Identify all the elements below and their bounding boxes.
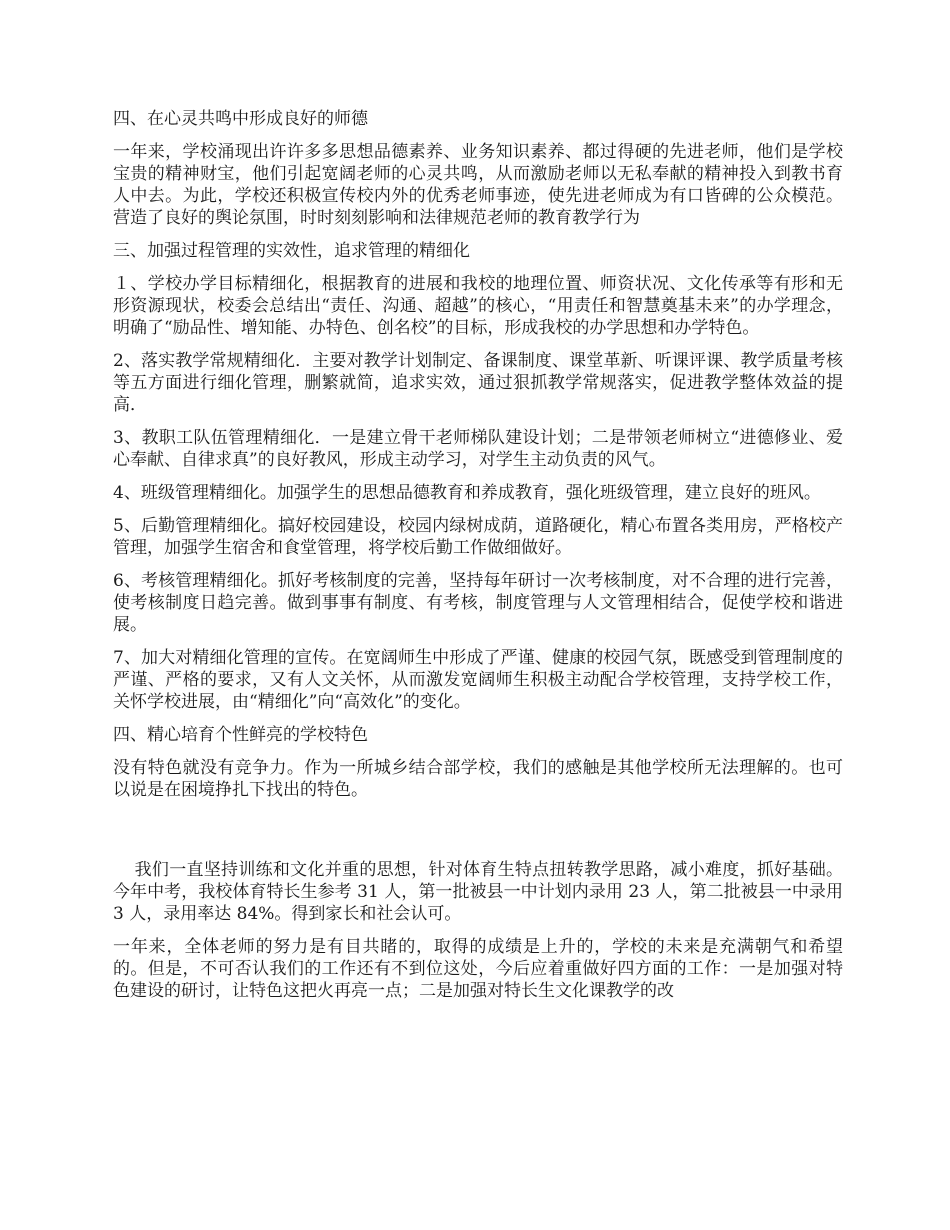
spacer (113, 812, 843, 859)
paragraph-sports-students: 我们一直坚持训练和文化并重的思想，针对体育生特点扭转教学思路，减小难度，抓好基础。今年中考，我校体育特长生参考 31 人，第一批被县一中计划内录用 23 人，第二批被县一中录用 3 人，录用率达 84%。得到家长和社会认可。 (113, 860, 843, 924)
document-page (113, 108, 843, 1013)
section-heading-process-management: 三、加强过程管理的实效性，追求管理的精细化 (113, 241, 470, 261)
section-heading-teacher-ethics: 四、在心灵共鸣中形成良好的师德 (113, 109, 368, 129)
paragraph-item-6: 6、考核管理精细化。抓好考核制度的完善，坚持每年研讨一次考核制度，对不合理的进行完善，使考核制度日趋完善。做到事事有制度、有考核，制度管理与人文管理相结合，促使学校和谐进展。 (113, 571, 843, 635)
paragraph-item-1: １、学校办学目标精细化，根据教育的进展和我校的地理位置、师资状况、文化传承等有形和无形资源现状，校委会总结出“责任、沟通、超越”的核心，“用责任和智慧奠基未来”的办学理念，明确了“励品性、增知能、办特色、创名校”的目标，形成我校的办学思想和办学特色。 (113, 274, 843, 338)
paragraph-features: 没有特色就没有竞争力。作为一所城乡结合部学校，我们的感触是其他学校所无法理解的。也可以说是在困境挣扎下找出的特色。 (113, 758, 843, 800)
paragraph-item-2: 2、落实教学常规精细化．主要对教学计划制定、备课制度、课堂革新、听课评课、教学质量考核等五方面进行细化管理，删繁就简，追求实效，通过狠抓教学常规落实，促进教学整体效益的提高． (113, 351, 843, 415)
section-heading-school-features: 四、精心培育个性鲜亮的学校特色 (113, 725, 368, 745)
paragraph-item-4: 4、班级管理精细化。加强学生的思想品德教育和养成教育，强化班级管理，建立良好的班风。 (113, 483, 821, 503)
paragraph-teacher-ethics: 一年来，学校涌现出许许多多思想品德素养、业务知识素养、都过得硬的先进老师，他们是学校宝贵的精神财宝，他们引起宽阔老师的心灵共鸣，从而激励老师以无私奉献的精神投入到教书育人中去。为此，学校还积极宣传校内外的优秀老师事迹，使先进老师成为有口皆碑的公众模范。营造了良好的舆论氛围，时时刻刻影响和法律规范老师的教育教学行为 (113, 142, 843, 228)
paragraph-item-5: 5、后勤管理精细化。搞好校园建设，校园内绿树成荫，道路硬化，精心布置各类用房，严格校产管理，加强学生宿舍和食堂管理，将学校后勤工作做细做好。 (113, 516, 843, 558)
paragraph-item-7: 7、加大对精细化管理的宣传。在宽阔师生中形成了严谨、健康的校园气氛，既感受到管理制度的严谨、严格的要求，又有人文关怀，从而激发宽阔师生积极主动配合学校管理，支持学校工作，关怀学校进展，由“精细化”向“高效化”的变化。 (113, 648, 843, 712)
paragraph-item-3: 3、教职工队伍管理精细化．一是建立骨干老师梯队建设计划；二是带领老师树立“进德修业、爱心奉献、自律求真”的良好教风，形成主动学习，对学生主动负责的风气。 (113, 428, 843, 470)
paragraph-summary: 一年来，全体老师的努力是有目共睹的，取得的成绩是上升的，学校的未来是充满朝气和希望的。但是，不可否认我们的工作还有不到位这处，今后应着重做好四方面的工作：一是加强对特色建设的研讨，让特色这把火再亮一点；二是加强对特长生文化课教学的改 (113, 937, 843, 1001)
